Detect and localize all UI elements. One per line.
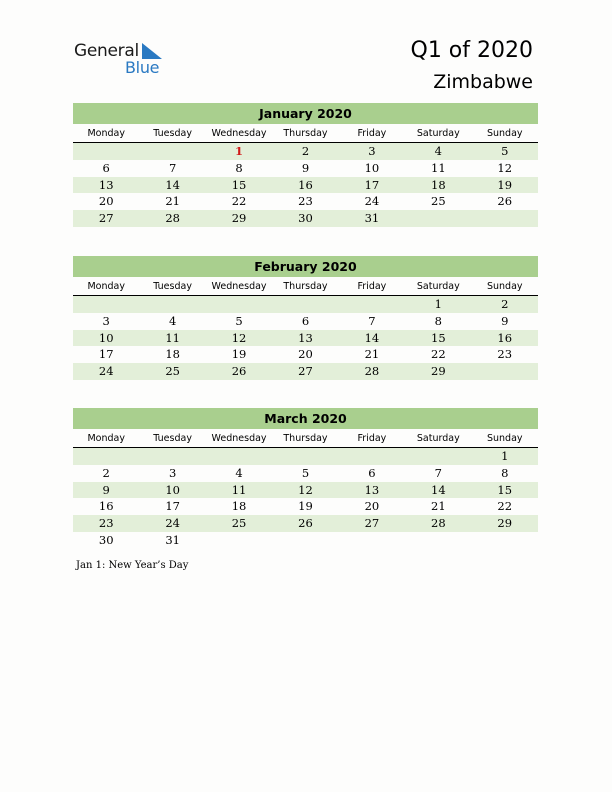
day-cell: 27 xyxy=(298,364,313,379)
day-cell: 7 xyxy=(168,160,177,175)
day-cell: 11 xyxy=(231,482,247,497)
day-cell: 17 xyxy=(165,499,180,514)
logo-general-text: General xyxy=(74,41,139,61)
weekday-label: Friday xyxy=(357,128,387,139)
day-cell: 12 xyxy=(231,330,247,345)
day-cell: 27 xyxy=(364,516,380,531)
day-cell: 5 xyxy=(235,313,243,328)
day-cell: 4 xyxy=(235,465,243,480)
day-cell: 2 xyxy=(102,465,110,480)
day-cell: 23 xyxy=(298,194,313,209)
day-cell: 13 xyxy=(298,330,313,345)
day-cell xyxy=(139,448,205,465)
week-row xyxy=(73,296,538,313)
week-row xyxy=(73,160,538,177)
weekday-header-row xyxy=(73,125,538,143)
month-header: January 2020 xyxy=(73,103,538,124)
day-cell: 18 xyxy=(231,499,247,514)
month-march xyxy=(73,408,538,549)
day-cell: 19 xyxy=(298,499,313,514)
weekday-label: Wednesday xyxy=(211,281,267,292)
day-cell: 16 xyxy=(298,177,313,192)
day-cell: 17 xyxy=(364,177,380,192)
day-cell: 5 xyxy=(301,465,310,480)
day-cell: 30 xyxy=(298,211,313,226)
day-cell xyxy=(339,448,405,465)
day-cell: 4 xyxy=(434,144,442,158)
day-cell: 14 xyxy=(431,482,446,497)
day-cell: 23 xyxy=(98,516,114,531)
day-cell: 2 xyxy=(501,297,509,311)
day-cell: 10 xyxy=(165,482,180,497)
logo-triangle-icon xyxy=(140,43,164,59)
day-cell xyxy=(472,363,538,380)
day-cell xyxy=(139,143,205,160)
day-cell: 9 xyxy=(301,160,310,175)
day-cell: 16 xyxy=(497,330,513,345)
week-row xyxy=(73,193,538,210)
month-february xyxy=(73,256,538,380)
day-cell: 1 xyxy=(235,144,244,158)
day-cell: 24 xyxy=(165,516,180,531)
week-row xyxy=(73,210,538,227)
day-cell: 26 xyxy=(497,194,513,209)
day-cell: 4 xyxy=(168,313,177,328)
day-cell xyxy=(73,143,139,160)
day-cell: 9 xyxy=(501,313,509,328)
weekday-label: Monday xyxy=(87,128,125,139)
day-cell: 15 xyxy=(497,482,513,497)
week-row xyxy=(73,363,538,380)
weekday-header-row xyxy=(73,430,538,448)
day-cell: 1 xyxy=(501,449,509,463)
month-header: February 2020 xyxy=(73,256,538,277)
weekday-label: Tuesday xyxy=(153,128,192,139)
week-row xyxy=(73,448,538,465)
day-cell xyxy=(206,448,272,465)
day-cell: 20 xyxy=(98,194,114,209)
weekday-label: Saturday xyxy=(416,128,460,139)
day-cell xyxy=(339,532,405,549)
weekday-label: Thursday xyxy=(283,281,328,292)
day-cell xyxy=(405,448,471,465)
day-cell: 29 xyxy=(497,516,513,531)
day-cell: 6 xyxy=(368,465,376,480)
page-title: Q1 of 2020 xyxy=(410,38,533,63)
day-cell: 13 xyxy=(364,482,380,497)
day-cell xyxy=(73,448,139,465)
day-cell xyxy=(472,210,538,227)
day-cell: 6 xyxy=(102,160,110,175)
day-cell: 26 xyxy=(231,364,247,379)
day-cell: 30 xyxy=(98,532,114,547)
day-cell: 13 xyxy=(98,177,114,192)
weekday-label: Wednesday xyxy=(211,128,267,139)
day-cell xyxy=(472,532,538,549)
day-cell: 19 xyxy=(231,347,247,362)
day-cell: 8 xyxy=(434,313,442,328)
day-cell: 9 xyxy=(102,482,110,497)
day-cell xyxy=(272,448,338,465)
day-cell: 20 xyxy=(298,347,313,362)
day-cell: 29 xyxy=(231,211,247,226)
weekday-label: Friday xyxy=(357,281,387,292)
weekday-label: Thursday xyxy=(283,128,328,139)
day-cell xyxy=(339,296,405,313)
day-cell: 8 xyxy=(235,160,243,175)
day-cell: 5 xyxy=(501,144,509,158)
day-cell: 21 xyxy=(364,347,380,362)
weekday-label: Saturday xyxy=(416,281,460,292)
week-row xyxy=(73,330,538,347)
week-row xyxy=(73,313,538,330)
day-cell: 26 xyxy=(298,516,313,531)
day-cell: 10 xyxy=(364,160,380,175)
day-cell xyxy=(139,296,205,313)
weekday-header-row xyxy=(73,278,538,296)
day-cell: 2 xyxy=(301,144,310,158)
week-row xyxy=(73,498,538,515)
day-cell: 12 xyxy=(298,482,313,497)
day-cell: 21 xyxy=(165,194,180,209)
day-cell: 6 xyxy=(301,313,310,328)
week-row xyxy=(73,465,538,482)
day-cell: 24 xyxy=(364,194,380,209)
weekday-label: Monday xyxy=(87,281,125,292)
week-row xyxy=(73,515,538,532)
day-cell xyxy=(405,532,471,549)
week-row xyxy=(73,482,538,499)
day-cell: 18 xyxy=(431,177,446,192)
week-row xyxy=(73,532,538,549)
day-cell: 22 xyxy=(431,347,446,362)
weekday-label: Tuesday xyxy=(153,281,192,292)
day-cell: 31 xyxy=(165,532,180,547)
day-cell: 14 xyxy=(364,330,380,345)
weekday-label: Sunday xyxy=(486,281,523,292)
weekday-label: Sunday xyxy=(486,433,523,444)
day-cell xyxy=(405,210,471,227)
day-cell: 29 xyxy=(431,364,446,379)
weekday-label: Thursday xyxy=(283,433,328,444)
month-header: March 2020 xyxy=(73,408,538,429)
day-cell: 7 xyxy=(434,465,442,480)
day-cell: 12 xyxy=(497,160,513,175)
week-row xyxy=(73,346,538,363)
day-cell: 3 xyxy=(102,313,110,328)
weekday-label: Monday xyxy=(87,433,125,444)
weekday-label: Wednesday xyxy=(211,433,267,444)
day-cell: 28 xyxy=(364,364,380,379)
month-january xyxy=(73,103,538,227)
day-cell: 20 xyxy=(364,499,380,514)
day-cell: 3 xyxy=(168,465,177,480)
day-cell: 15 xyxy=(431,330,446,345)
day-cell: 23 xyxy=(497,347,513,362)
day-cell: 16 xyxy=(98,499,114,514)
day-cell: 27 xyxy=(98,211,114,226)
day-cell: 24 xyxy=(98,364,114,379)
day-cell: 31 xyxy=(364,211,380,226)
day-cell: 18 xyxy=(165,347,180,362)
day-cell: 1 xyxy=(434,297,442,311)
day-cell: 8 xyxy=(501,465,509,480)
day-cell: 19 xyxy=(497,177,513,192)
weekday-label: Friday xyxy=(357,433,387,444)
day-cell xyxy=(272,532,338,549)
weekday-label: Sunday xyxy=(486,128,523,139)
day-cell xyxy=(272,296,338,313)
week-row xyxy=(73,143,538,160)
day-cell: 15 xyxy=(231,177,247,192)
day-cell: 21 xyxy=(431,499,446,514)
day-cell: 22 xyxy=(497,499,513,514)
day-cell: 14 xyxy=(165,177,180,192)
day-cell xyxy=(206,532,272,549)
week-row xyxy=(73,177,538,194)
day-cell: 25 xyxy=(431,194,446,209)
day-cell: 7 xyxy=(368,313,376,328)
day-cell: 3 xyxy=(368,144,376,158)
day-cell xyxy=(73,296,139,313)
weekday-label: Saturday xyxy=(416,433,460,444)
logo-blue-text: Blue xyxy=(125,58,160,77)
day-cell: 17 xyxy=(98,347,114,362)
day-cell: 28 xyxy=(165,211,180,226)
logo xyxy=(74,41,184,77)
day-cell: 22 xyxy=(231,194,247,209)
day-cell: 11 xyxy=(165,330,180,345)
day-cell xyxy=(206,296,272,313)
day-cell: 28 xyxy=(431,516,446,531)
day-cell: 11 xyxy=(431,160,446,175)
day-cell: 10 xyxy=(98,330,114,345)
day-cell: 25 xyxy=(165,364,180,379)
weekday-label: Tuesday xyxy=(153,433,192,444)
holiday-note: Jan 1: New Year’s Day xyxy=(76,560,189,571)
country-name: Zimbabwe xyxy=(433,71,533,93)
day-cell: 25 xyxy=(231,516,247,531)
